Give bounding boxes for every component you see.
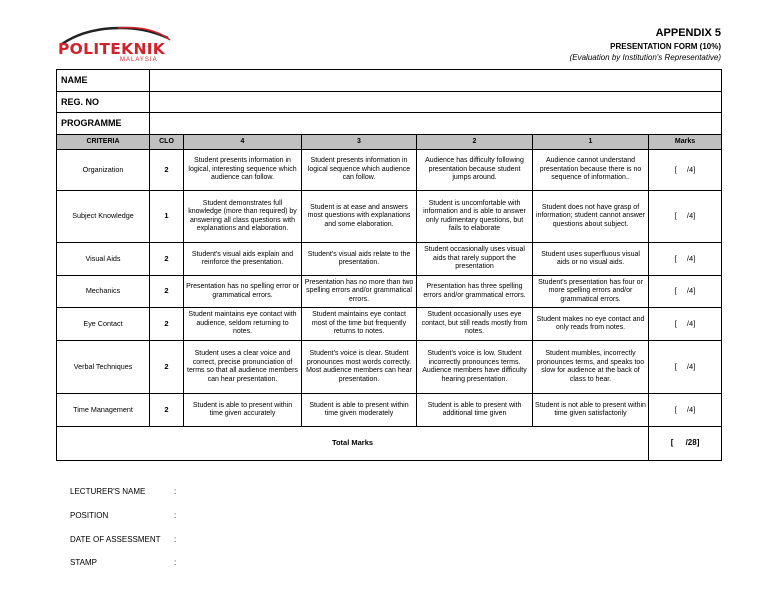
- regno-field[interactable]: [150, 92, 722, 113]
- table-row: [57, 191, 722, 243]
- date-of-assessment-line[interactable]: [70, 535, 177, 544]
- marks-cell[interactable]: [ /4]: [649, 191, 722, 243]
- appendix-label: APPENDIX 5: [655, 27, 721, 39]
- clo-cell: 2: [150, 243, 184, 276]
- criteria-cell: Organization: [57, 150, 150, 191]
- col-marks: Marks: [649, 135, 722, 150]
- lecturer-name-line[interactable]: [70, 487, 177, 496]
- politeknik-logo: [58, 24, 174, 66]
- total-marks-cell[interactable]: [ /28]: [649, 427, 722, 461]
- logo-name: POLITEKNIK: [58, 40, 166, 58]
- date-of-assessment-label: DATE OF ASSESSMENT: [70, 535, 161, 544]
- marks-cell[interactable]: [ /4]: [649, 308, 722, 341]
- stamp-colon: :: [174, 558, 177, 567]
- table-row: [57, 276, 722, 308]
- score-1-cell: Student's presentation has four or more spelling errors and/or grammatical errors.: [533, 276, 649, 308]
- criteria-cell: Visual Aids: [57, 243, 150, 276]
- programme-label: PROGRAMME: [57, 113, 150, 135]
- score-3-cell: Student is at ease and answers most questions with explanations and some elaboration.: [302, 191, 417, 243]
- clo-cell: 2: [150, 394, 184, 427]
- clo-cell: 2: [150, 276, 184, 308]
- info-row-name: [57, 70, 722, 92]
- marks-cell[interactable]: [ /4]: [649, 150, 722, 191]
- info-row-programme: [57, 113, 722, 135]
- table-row: [57, 308, 722, 341]
- lecturer-name-label: LECTURER'S NAME: [70, 487, 146, 496]
- score-1-cell: Student does not have grasp of information; student cannot answer questions about subject.: [533, 191, 649, 243]
- criteria-cell: Time Management: [57, 394, 150, 427]
- total-row: [57, 427, 722, 461]
- clo-cell: 1: [150, 191, 184, 243]
- table-row: [57, 243, 722, 276]
- form-note: (Evaluation by Institution's Representative): [569, 53, 721, 62]
- marks-cell[interactable]: [ /4]: [649, 276, 722, 308]
- presentation-form-table: [56, 69, 722, 461]
- score-1-cell: Audience cannot understand presentation because there is no sequence of information..: [533, 150, 649, 191]
- criteria-cell: Subject Knowledge: [57, 191, 150, 243]
- score-2-cell: Student occasionally uses visual aids that rarely support the presentation: [417, 243, 533, 276]
- score-2-cell: Student's voice is low. Student incorrectly pronounces terms. Audience members have difficulty hearing presentation.: [417, 341, 533, 394]
- table-row: [57, 341, 722, 394]
- lecturer-name-colon: :: [174, 487, 177, 496]
- score-3-cell: Student maintains eye contact most of the time but frequently returns to notes.: [302, 308, 417, 341]
- score-1-cell: Student uses superfluous visual aids or no visual aids.: [533, 243, 649, 276]
- clo-cell: 2: [150, 308, 184, 341]
- programme-field[interactable]: [150, 113, 722, 135]
- score-3-cell: Student's visual aids relate to the presentation.: [302, 243, 417, 276]
- stamp-label: STAMP: [70, 558, 97, 567]
- criteria-cell: Mechanics: [57, 276, 150, 308]
- score-3-cell: Presentation has no more than two spelling errors and/or grammatical errors.: [302, 276, 417, 308]
- name-field[interactable]: [150, 70, 722, 92]
- marks-cell[interactable]: [ /4]: [649, 243, 722, 276]
- score-4-cell: Student demonstrates full knowledge (more than required) by answering all class questions with explanations and elaboration.: [184, 191, 302, 243]
- total-marks-label: Total Marks: [57, 427, 649, 461]
- score-2-cell: Presentation has three spelling errors and/or grammatical errors.: [417, 276, 533, 308]
- table-row: [57, 150, 722, 191]
- col-score-4: 4: [184, 135, 302, 150]
- clo-cell: 2: [150, 341, 184, 394]
- position-label: POSITION: [70, 511, 109, 520]
- score-4-cell: Student uses a clear voice and correct, precise pronunciation of terms so that all audience members can hear presentation.: [184, 341, 302, 394]
- score-2-cell: Student occasionally uses eye contact, but still reads mostly from notes.: [417, 308, 533, 341]
- score-1-cell: Student is not able to present within time given satisfactorily: [533, 394, 649, 427]
- score-4-cell: Student maintains eye contact with audience, seldom returning to notes.: [184, 308, 302, 341]
- position-colon: :: [174, 511, 177, 520]
- score-2-cell: Audience has difficulty following presentation because student jumps around.: [417, 150, 533, 191]
- score-2-cell: Student is uncomfortable with information and is able to answer only rudimentary questions, but fails to elaborate: [417, 191, 533, 243]
- form-title: PRESENTATION FORM (10%): [610, 42, 721, 51]
- marks-cell[interactable]: [ /4]: [649, 394, 722, 427]
- table-row: [57, 394, 722, 427]
- clo-cell: 2: [150, 150, 184, 191]
- score-4-cell: Student presents information in logical, interesting sequence which audience can follow.: [184, 150, 302, 191]
- col-score-2: 2: [417, 135, 533, 150]
- name-label: NAME: [57, 70, 150, 92]
- col-score-3: 3: [302, 135, 417, 150]
- position-line[interactable]: [70, 511, 177, 520]
- col-clo: CLO: [150, 135, 184, 150]
- score-1-cell: Student mumbles, incorrectly pronounces terms, and speaks too slow for audience at the back of class to hear.: [533, 341, 649, 394]
- marks-cell[interactable]: [ /4]: [649, 341, 722, 394]
- score-4-cell: Student's visual aids explain and reinforce the presentation.: [184, 243, 302, 276]
- rubric-header-row: [57, 135, 722, 150]
- score-4-cell: Student is able to present within time given accurately: [184, 394, 302, 427]
- stamp-line[interactable]: [70, 558, 177, 567]
- score-3-cell: Student presents information in logical sequence which audience can follow.: [302, 150, 417, 191]
- score-4-cell: Presentation has no spelling error or grammatical errors.: [184, 276, 302, 308]
- score-2-cell: Student is able to present with additional time given: [417, 394, 533, 427]
- criteria-cell: Eye Contact: [57, 308, 150, 341]
- score-3-cell: Student's voice is clear. Student pronounces most words correctly. Most audience members can hear presentation.: [302, 341, 417, 394]
- col-score-1: 1: [533, 135, 649, 150]
- regno-label: REG. NO: [57, 92, 150, 113]
- criteria-cell: Verbal Techniques: [57, 341, 150, 394]
- date-of-assessment-colon: :: [174, 535, 177, 544]
- score-1-cell: Student makes no eye contact and only reads from notes.: [533, 308, 649, 341]
- logo-subtitle: MALAYSIA: [120, 57, 158, 63]
- col-criteria: CRITERIA: [57, 135, 150, 150]
- info-row-regno: [57, 92, 722, 113]
- score-3-cell: Student is able to present within time given moderately: [302, 394, 417, 427]
